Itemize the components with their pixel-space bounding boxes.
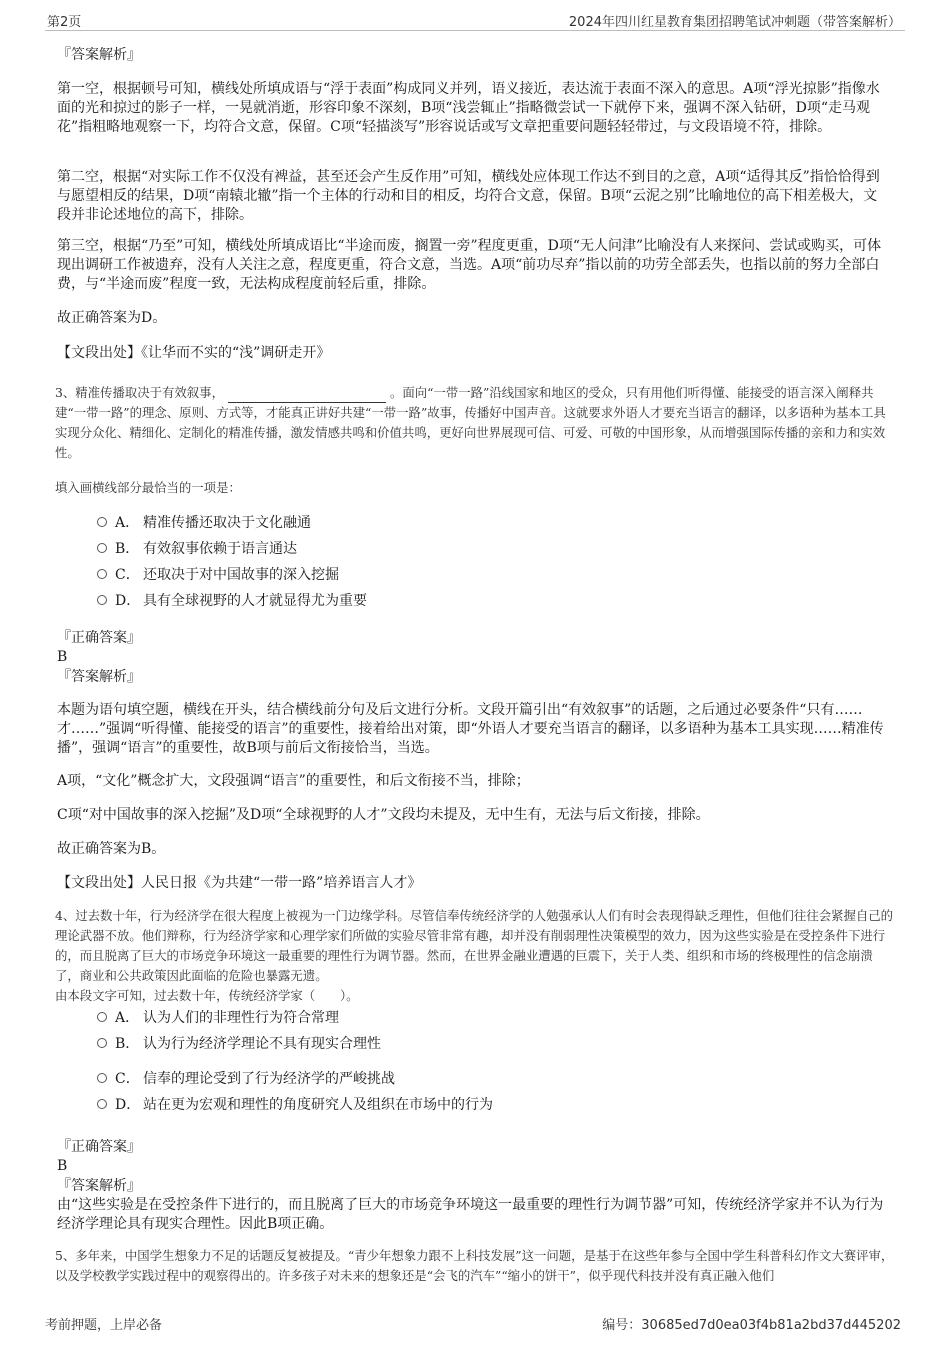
- q3-stem-rest: 。面向“一带一路”沿线国家和地区的受众，只有用他们听得懂、能接受的语言深入阐释共建“一带一路”的理念、原则、方式等，才能真正讲好共建“一带一路”故事，传播好中国声音。这就要求外语人才要充当语言的翻译，以多语种为基本工具实现分众化、精细化、定制化的精准传播，激发情感共鸣和价值共鸣，更好向世界展现可信、可爱、可敬的中国形象，从而增强国际传播的亲和力和实效性。: [55, 385, 886, 460]
- q2-analysis-p2: 第二空，根据“对实际工作不仅没有裨益，甚至还会产生反作用”可知，横线处应体现工作达不到目的之意，A项“适得其反”指恰恰得到与愿望相反的结果，D项“南辕北辙”指一个主体的行动和目的相反，均符合文意，保留。B项“云泥之别”比喻地位的高下相差极大，文段并非论述地位的高下，排除。: [57, 169, 880, 223]
- fill-blank-line: [228, 388, 386, 403]
- q4-option-c[interactable]: C． 信奉的理论受到了行为经济学的严峻挑战: [97, 1069, 395, 1089]
- q3-answer-label: 『正确答案』: [57, 630, 141, 646]
- q5-stem: 5、多年来，中国学生想象力不足的话题反复被提及。“青少年想象力跟不上科技发展”这一问题，是基于在这些年参与全国中学生科普科幻作文大赛评审，以及学校教学实践过程中的观察得出的。许多孩子对未来的想象还是“会飞的汽车”“缩小的饼干”，似乎现代科技并没有真正融入他们: [55, 1248, 894, 1283]
- q3-analysis-p2: A项，“文化”概念扩大，文段强调“语言”的重要性，和后文衔接不当，排除；: [57, 773, 530, 789]
- radio-icon[interactable]: [97, 569, 107, 579]
- radio-icon[interactable]: [97, 1073, 107, 1083]
- q4-answer-label: 『正确答案』: [57, 1139, 141, 1155]
- radio-icon[interactable]: [97, 1038, 107, 1048]
- document-title: 2024年四川红星教育集团招聘笔试冲刺题（带答案解析）: [568, 15, 901, 30]
- q2-analysis-p3: 第三空，根据“乃至”可知，横线处所填成语比“半途而废，搁置一旁”程度更重，D项“无人问津”比喻没有人来探问、尝试或购买，可体现出调研工作被遗弃，没有人关注之意，程度更重，符合文意，当选。A项“前功尽弃”指以前的功劳全部丢失，也指以前的努力全部白费，与“半途而废”程度一致，无法构成程度前轻后重，排除。: [57, 238, 882, 292]
- q3-conclusion: 故正确答案为B。: [57, 841, 166, 857]
- q4-analysis: 由“这些实验是在受控条件下进行的，而且脱离了巨大的市场竞争环境这一最重要的理性行为调节器”可知，传统经济学家并不认为行为经济学理论具有现实合理性。因此B项正确。: [57, 1197, 884, 1232]
- q3-source: 【文段出处】人民日报《为共建“一带一路”培养语言人才》: [57, 875, 422, 891]
- q4-stem: 4、过去数十年，行为经济学在很大程度上被视为一门边缘学科。尽管信奉传统经济学的人勉强承认人们有时会表现得缺乏理性，但他们往往会紧握自己的理论武器不放。他们辩称，行为经济学家和心理学家们所做的实验尽管非常有趣，却并没有削弱理性决策模型的效力，因为这些实验是在受控条件下进行的，而且脱离了巨大的市场竞争环境这一最重要的理性行为调节器。然而，在世界金融业遭遇的巨震下，关于人类、组织和市场的终极理性的信念崩溃了，商业和公共政策因此面临的危险也暴露无遗。: [55, 908, 894, 983]
- q4-option-b[interactable]: B． 认为行为经济学理论不具有现实合理性: [97, 1034, 381, 1054]
- q3-option-c[interactable]: C． 还取决于对中国故事的深入挖掘: [97, 565, 339, 585]
- q3-stem-start: 3、精准传播取决于有效叙事，: [55, 385, 224, 400]
- q4-option-d[interactable]: D． 站在更为宏观和理性的角度研究人及组织在市场中的行为: [97, 1095, 493, 1115]
- page-footer: [45, 1312, 905, 1332]
- document-code: 编号：30685ed7d0ea03f4b81a2bd37d445202: [602, 1318, 901, 1333]
- radio-icon[interactable]: [97, 1012, 107, 1022]
- q3-answer: B: [57, 649, 68, 665]
- q2-conclusion: 故正确答案为D。: [57, 310, 167, 326]
- q4-answer: B: [57, 1158, 68, 1174]
- q4-option-a[interactable]: A． 认为人们的非理性行为符合常理: [97, 1008, 339, 1028]
- q2-analysis-label: 『答案解析』: [57, 47, 141, 63]
- q3-analysis-label: 『答案解析』: [57, 669, 141, 685]
- radio-icon[interactable]: [97, 1099, 107, 1109]
- q4-prompt: 由本段文字可知，过去数十年，传统经济学家（ ）。: [55, 988, 359, 1003]
- q3-option-b[interactable]: B． 有效叙事依赖于语言通达: [97, 539, 297, 559]
- q2-analysis-p1: 第一空，根据顿号可知，横线处所填成语与“浮于表面”构成同义并列，语义接近，表达流于表面不深入的意思。A项“浮光掠影”指像水面的光和掠过的影子一样，一晃就消逝，形容印象不深刻，B项“浅尝辄止”指略微尝试一下就停下来，强调不深入钻研，D项“走马观花”指粗略地观察一下，均符合文意，保留。C项“轻描淡写”形容说话或写文章把重要问题轻轻带过，与文段语境不符，排除。: [57, 81, 880, 135]
- q2-source: 【文段出处】《让华而不实的“浅”调研走开》: [57, 345, 331, 361]
- q3-stem: [55, 383, 897, 463]
- q3-analysis-p3: C项“对中国故事的深入挖掘”及D项“全球视野的人才”文段均未提及，无中生有，无法与后文衔接，排除。: [57, 807, 710, 823]
- radio-icon[interactable]: [97, 517, 107, 527]
- q3-option-a[interactable]: A． 精准传播还取决于文化融通: [97, 513, 311, 533]
- radio-icon[interactable]: [97, 543, 107, 553]
- page-number: 第2页: [47, 15, 82, 30]
- footer-slogan: 考前押题，上岸必备: [45, 1318, 163, 1333]
- page-header: [45, 8, 905, 31]
- q3-analysis-p1: 本题为语句填空题，横线在开头，结合横线前分句及后文进行分析。文段开篇引出“有效叙事”的话题，之后通过必要条件“只有……才……”强调“听得懂、能接受的语言”的重要性，接着给出对策，即“外语人才要充当语言的翻译，以多语种为基本工具实现……精准传播”，强调“语言”的重要性，故B项与前后文衔接恰当，当选。: [57, 702, 884, 756]
- q3-option-d[interactable]: D． 具有全球视野的人才就显得尤为重要: [97, 591, 367, 611]
- q4-analysis-label: 『答案解析』: [57, 1178, 141, 1194]
- radio-icon[interactable]: [97, 595, 107, 605]
- q3-prompt: 填入画横线部分最恰当的一项是：: [55, 480, 241, 495]
